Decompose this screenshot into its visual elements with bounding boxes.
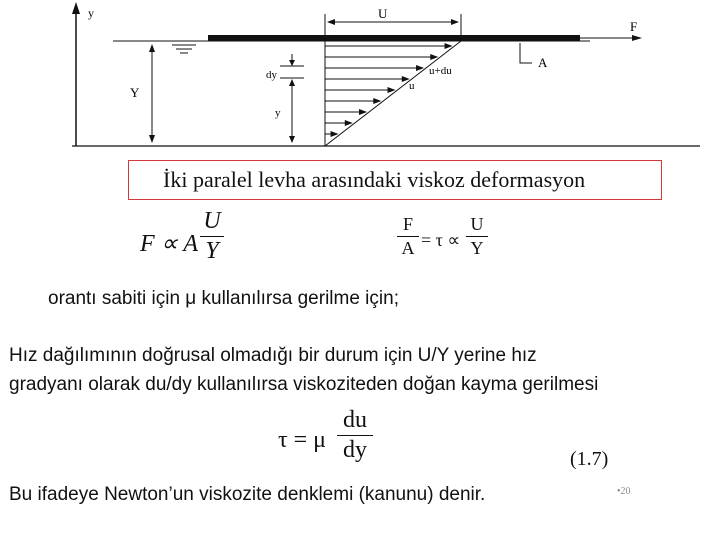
formula2-lhs-denominator: A — [401, 238, 415, 258]
y-axis-label: y — [88, 6, 94, 20]
page-number: •20 — [617, 486, 631, 497]
formula2-rhs-denominator: Y — [470, 238, 484, 258]
formula3-fraction — [337, 407, 373, 464]
text-line-4: Bu ifadeye Newton’un viskozite denklemi (kanunu) denir. — [9, 484, 486, 505]
y-small-arrow-top — [289, 79, 295, 86]
text-line-3: gradyanı olarak du/dy kullanılırsa viskoziteden doğan kayma gerilmesi — [9, 374, 599, 395]
text-line-1: orantı sabiti için μ kullanılırsa gerilme için; — [48, 288, 399, 309]
formula1-lhs: F ∝ A — [140, 231, 199, 257]
formula2-lhs-fraction — [397, 214, 419, 259]
formula1-numerator: U — [203, 208, 221, 234]
velocity-arrows — [325, 43, 453, 137]
u-plus-du-label: u+du — [429, 65, 452, 77]
formula1-bar — [200, 236, 224, 237]
formula2-middle: = τ ∝ — [421, 230, 461, 250]
y-small-label: y — [275, 107, 281, 119]
formula2-lhs-numerator: F — [402, 214, 413, 234]
dy-arrowhead-upper — [289, 60, 295, 66]
formula1-fraction — [200, 208, 224, 265]
formula1-denominator: Y — [205, 238, 219, 264]
force-label: F — [630, 19, 638, 34]
free-surface-symbol — [172, 45, 196, 53]
formula3-bar — [337, 435, 373, 436]
force-arrowhead — [632, 35, 642, 41]
moving-plate — [208, 35, 580, 41]
y-small-arrow-bottom — [289, 136, 295, 143]
area-leader-line — [520, 43, 532, 63]
formula3-lhs: τ = μ — [278, 427, 327, 453]
formula2-lhs-bar — [397, 236, 419, 237]
caption-text: İki paralel levha arasındaki viskoz deformasyon — [163, 167, 586, 192]
formula3-denominator: dy — [343, 437, 367, 463]
dy-label: dy — [266, 69, 277, 81]
formula2-rhs-fraction — [466, 214, 488, 259]
u-label: u — [409, 80, 415, 92]
formula2-rhs-numerator: U — [470, 214, 484, 234]
text-line-2: Hız dağılımının doğrusal olmadığı bir durum için U/Y yerine hız — [9, 345, 537, 366]
y-dim-label: Y — [130, 85, 140, 100]
viscous-flow-diagram — [0, 0, 720, 160]
formula3-numerator: du — [343, 407, 367, 433]
caption-box — [128, 160, 662, 200]
y-dim-arrow-top — [149, 44, 155, 52]
equation-number: (1.7) — [570, 448, 609, 470]
u-dim-label: U — [378, 6, 388, 21]
y-dim-arrow-bottom — [149, 135, 155, 143]
u-dim-arrow-left — [327, 19, 335, 25]
area-label: A — [538, 55, 548, 70]
u-dim-arrow-right — [451, 19, 459, 25]
y-axis-arrowhead — [72, 2, 80, 14]
formula2-rhs-bar — [466, 236, 488, 237]
